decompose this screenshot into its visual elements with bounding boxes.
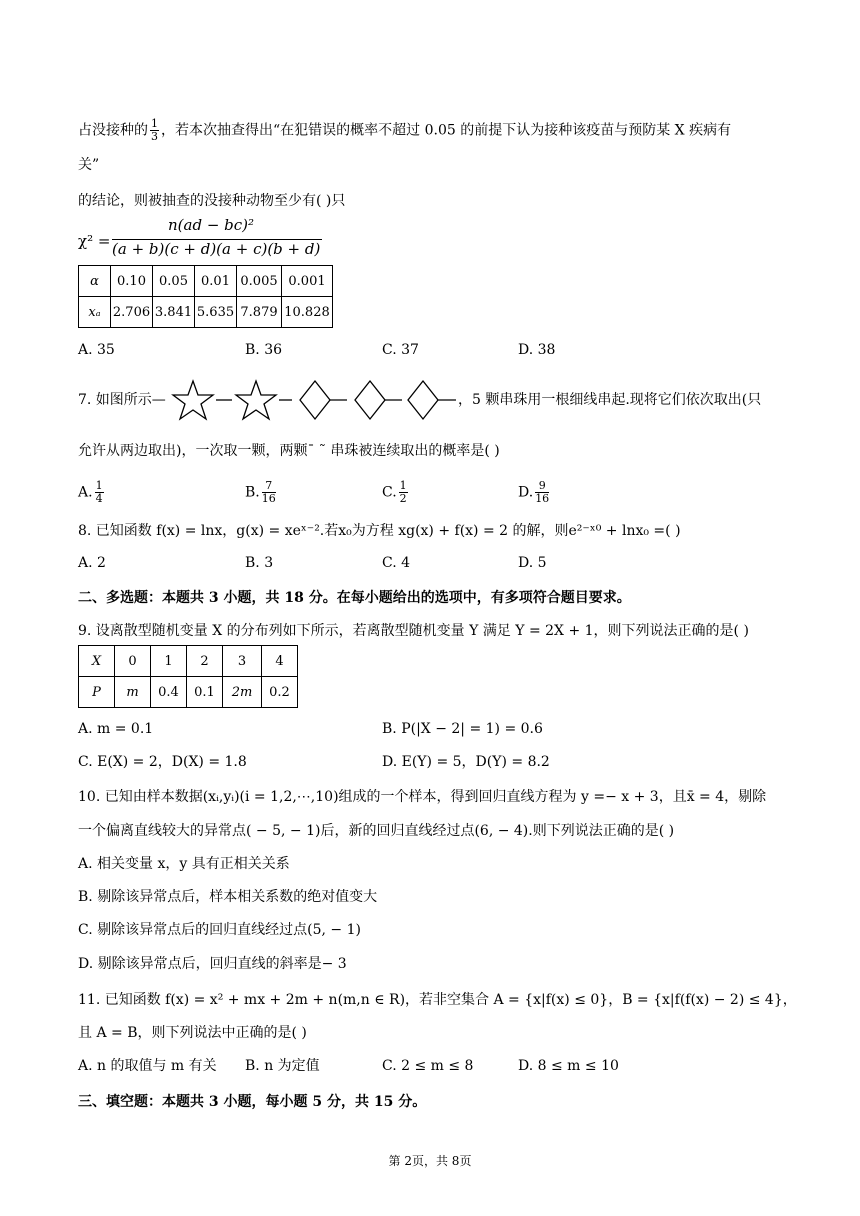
table-cell: P bbox=[79, 677, 115, 708]
beads-figure bbox=[170, 378, 458, 422]
q6-frac-den: 3 bbox=[151, 130, 158, 143]
q11-option-a: A. n 的取值与 m 有关 bbox=[78, 1058, 217, 1074]
q6-fraction bbox=[150, 118, 159, 143]
formula-lhs: χ² = bbox=[78, 232, 111, 250]
q6-line2: 关” bbox=[78, 157, 100, 173]
q10-line1: 10. 已知由样本数据(xᵢ,yᵢ)(i = 1,2,⋯,10)组成的一个样本，得到回归直线方程为 y =− x + 3，且x̄ = 4，剔除 bbox=[78, 789, 767, 805]
q7-line2: 允许从两边取出)，一次取一颗，两颗ˉ ˜ 串珠被连续取出的概率是( ) bbox=[78, 443, 500, 459]
q10-option-c: C. 剔除该异常点后的回归直线经过点(5, − 1) bbox=[78, 922, 361, 938]
table-cell: α bbox=[79, 266, 111, 297]
table-cell: 5.635 bbox=[195, 297, 237, 328]
table-cell: 2.706 bbox=[111, 297, 153, 328]
q6-line3: 的结论，则被抽查的没接种动物至少有( )只 bbox=[78, 193, 346, 209]
table-row bbox=[79, 266, 333, 297]
q7-line1-pre: 7. 如图所示— bbox=[78, 392, 166, 408]
table-cell: 0.10 bbox=[111, 266, 153, 297]
q11-option-d: D. 8 ≤ m ≤ 10 bbox=[518, 1058, 619, 1074]
q8-option-d: D. 5 bbox=[518, 555, 547, 571]
page-footer: 第 2页，共 8页 bbox=[388, 1154, 472, 1168]
q10-option-d: D. 剔除该异常点后，回归直线的斜率是− 3 bbox=[78, 956, 347, 972]
table-row bbox=[79, 297, 333, 328]
table-cell: xₐ bbox=[79, 297, 111, 328]
q11-option-b: B. n 为定值 bbox=[245, 1058, 320, 1074]
q9-option-d: D. E(Y) = 5，D(Y) = 8.2 bbox=[382, 754, 550, 770]
table-cell: 0.2 bbox=[262, 677, 298, 708]
section-2-heading: 二、多选题：本题共 3 小题，共 18 分。在每小题给出的选项中，有多项符合题目要求。 bbox=[78, 590, 631, 606]
star-bead-icon bbox=[236, 381, 276, 419]
q6-line1 bbox=[78, 118, 731, 143]
table-cell: 1 bbox=[151, 646, 187, 677]
q8-option-b: B. 3 bbox=[245, 555, 274, 571]
critical-value-table bbox=[78, 265, 333, 328]
table-cell: 3 bbox=[223, 646, 262, 677]
q6-option-c: C. 37 bbox=[382, 342, 419, 358]
distribution-table bbox=[78, 645, 298, 708]
q10-option-a: A. 相关变量 x，y 具有正相关关系 bbox=[78, 856, 290, 872]
q11-line2: 且 A = B，则下列说法中正确的是( ) bbox=[78, 1025, 307, 1041]
q7-option-a: A. $\frac{1}{4}$ bbox=[78, 479, 103, 505]
q6-option-d: D. 38 bbox=[518, 342, 556, 358]
q6-line1-post: ，若本次抽查得出“在犯错误的概率不超过 0.05 的前提下认为接种该疫苗与预防某 X 疾病有 bbox=[161, 122, 732, 139]
q10-option-b: B. 剔除该异常点后，样本相关系数的绝对值变大 bbox=[78, 889, 378, 905]
table-cell: 0.05 bbox=[153, 266, 195, 297]
table-cell: 4 bbox=[262, 646, 298, 677]
q11-line1: 11. 已知函数 f(x) = x² + mx + 2m + n(m,n ∈ R)，若非空集合 A = {x|f(x) ≤ 0}，B = {x|f(f(x) − 2) ≤ 4}， bbox=[78, 992, 797, 1008]
table-cell: 0.005 bbox=[237, 266, 282, 297]
q9-option-b: B. P(|X − 2| = 1) = 0.6 bbox=[382, 721, 543, 737]
table-row bbox=[79, 677, 298, 708]
q7-option-b: B. $\frac{7}{16}$ bbox=[245, 479, 276, 505]
q7-option-c: C. $\frac{1}{2}$ bbox=[382, 479, 407, 505]
table-cell: X bbox=[79, 646, 115, 677]
q7-option-d: D. $\frac{9}{16}$ bbox=[518, 479, 550, 505]
table-cell: 0.1 bbox=[187, 677, 223, 708]
table-cell: 2 bbox=[187, 646, 223, 677]
diamond-bead-icon bbox=[408, 381, 438, 419]
diamond-bead-icon bbox=[300, 381, 330, 419]
formula-denominator: (a + b)(c + d)(a + c)(b + d) bbox=[112, 240, 321, 258]
q8-option-a: A. 2 bbox=[78, 555, 106, 571]
q6-option-b: B. 36 bbox=[245, 342, 283, 358]
q9-option-a: A. m = 0.1 bbox=[78, 721, 154, 737]
table-cell: m bbox=[115, 677, 151, 708]
section-3-heading: 三、填空题：本题共 3 小题，每小题 5 分，共 15 分。 bbox=[78, 1094, 427, 1110]
formula-numerator: n(ad − bc)² bbox=[168, 216, 255, 234]
table-cell: 0.01 bbox=[195, 266, 237, 297]
q10-line2: 一个偏离直线较大的异常点( − 5, − 1)后，新的回归直线经过点(6, − 4).则下列说法正确的是( ) bbox=[78, 823, 675, 839]
q8-option-c: C. 4 bbox=[382, 555, 411, 571]
q6-frac-num: 1 bbox=[151, 117, 158, 130]
table-cell: 10.828 bbox=[282, 297, 333, 328]
q11-option-c: C. 2 ≤ m ≤ 8 bbox=[382, 1058, 474, 1074]
q8-question: 8. 已知函数 f(x) = lnx，g(x) = xeˣ⁻².若x₀为方程 xg(x) + f(x) = 2 的解，则e²⁻ˣ⁰ + lnx₀ =( ) bbox=[78, 523, 681, 539]
table-cell: 7.879 bbox=[237, 297, 282, 328]
table-cell: 0 bbox=[115, 646, 151, 677]
diamond-bead-icon bbox=[355, 381, 385, 419]
q6-line1-pre: 占没接种的 bbox=[78, 122, 148, 139]
q6-option-a: A. 35 bbox=[78, 342, 115, 358]
table-cell: 2m bbox=[223, 677, 262, 708]
table-cell: 3.841 bbox=[153, 297, 195, 328]
table-cell: 0.001 bbox=[282, 266, 333, 297]
q7-line1-post: ，5 颗串珠用一根细线串起.现将它们依次取出(只 bbox=[458, 392, 762, 408]
q9-option-c: C. E(X) = 2，D(X) = 1.8 bbox=[78, 754, 247, 770]
table-cell: 0.4 bbox=[151, 677, 187, 708]
star-bead-icon bbox=[173, 381, 213, 419]
q9-question: 9. 设离散型随机变量 X 的分布列如下所示，若离散型随机变量 Y 满足 Y = 2X + 1，则下列说法正确的是( ) bbox=[78, 623, 749, 639]
table-row bbox=[79, 646, 298, 677]
